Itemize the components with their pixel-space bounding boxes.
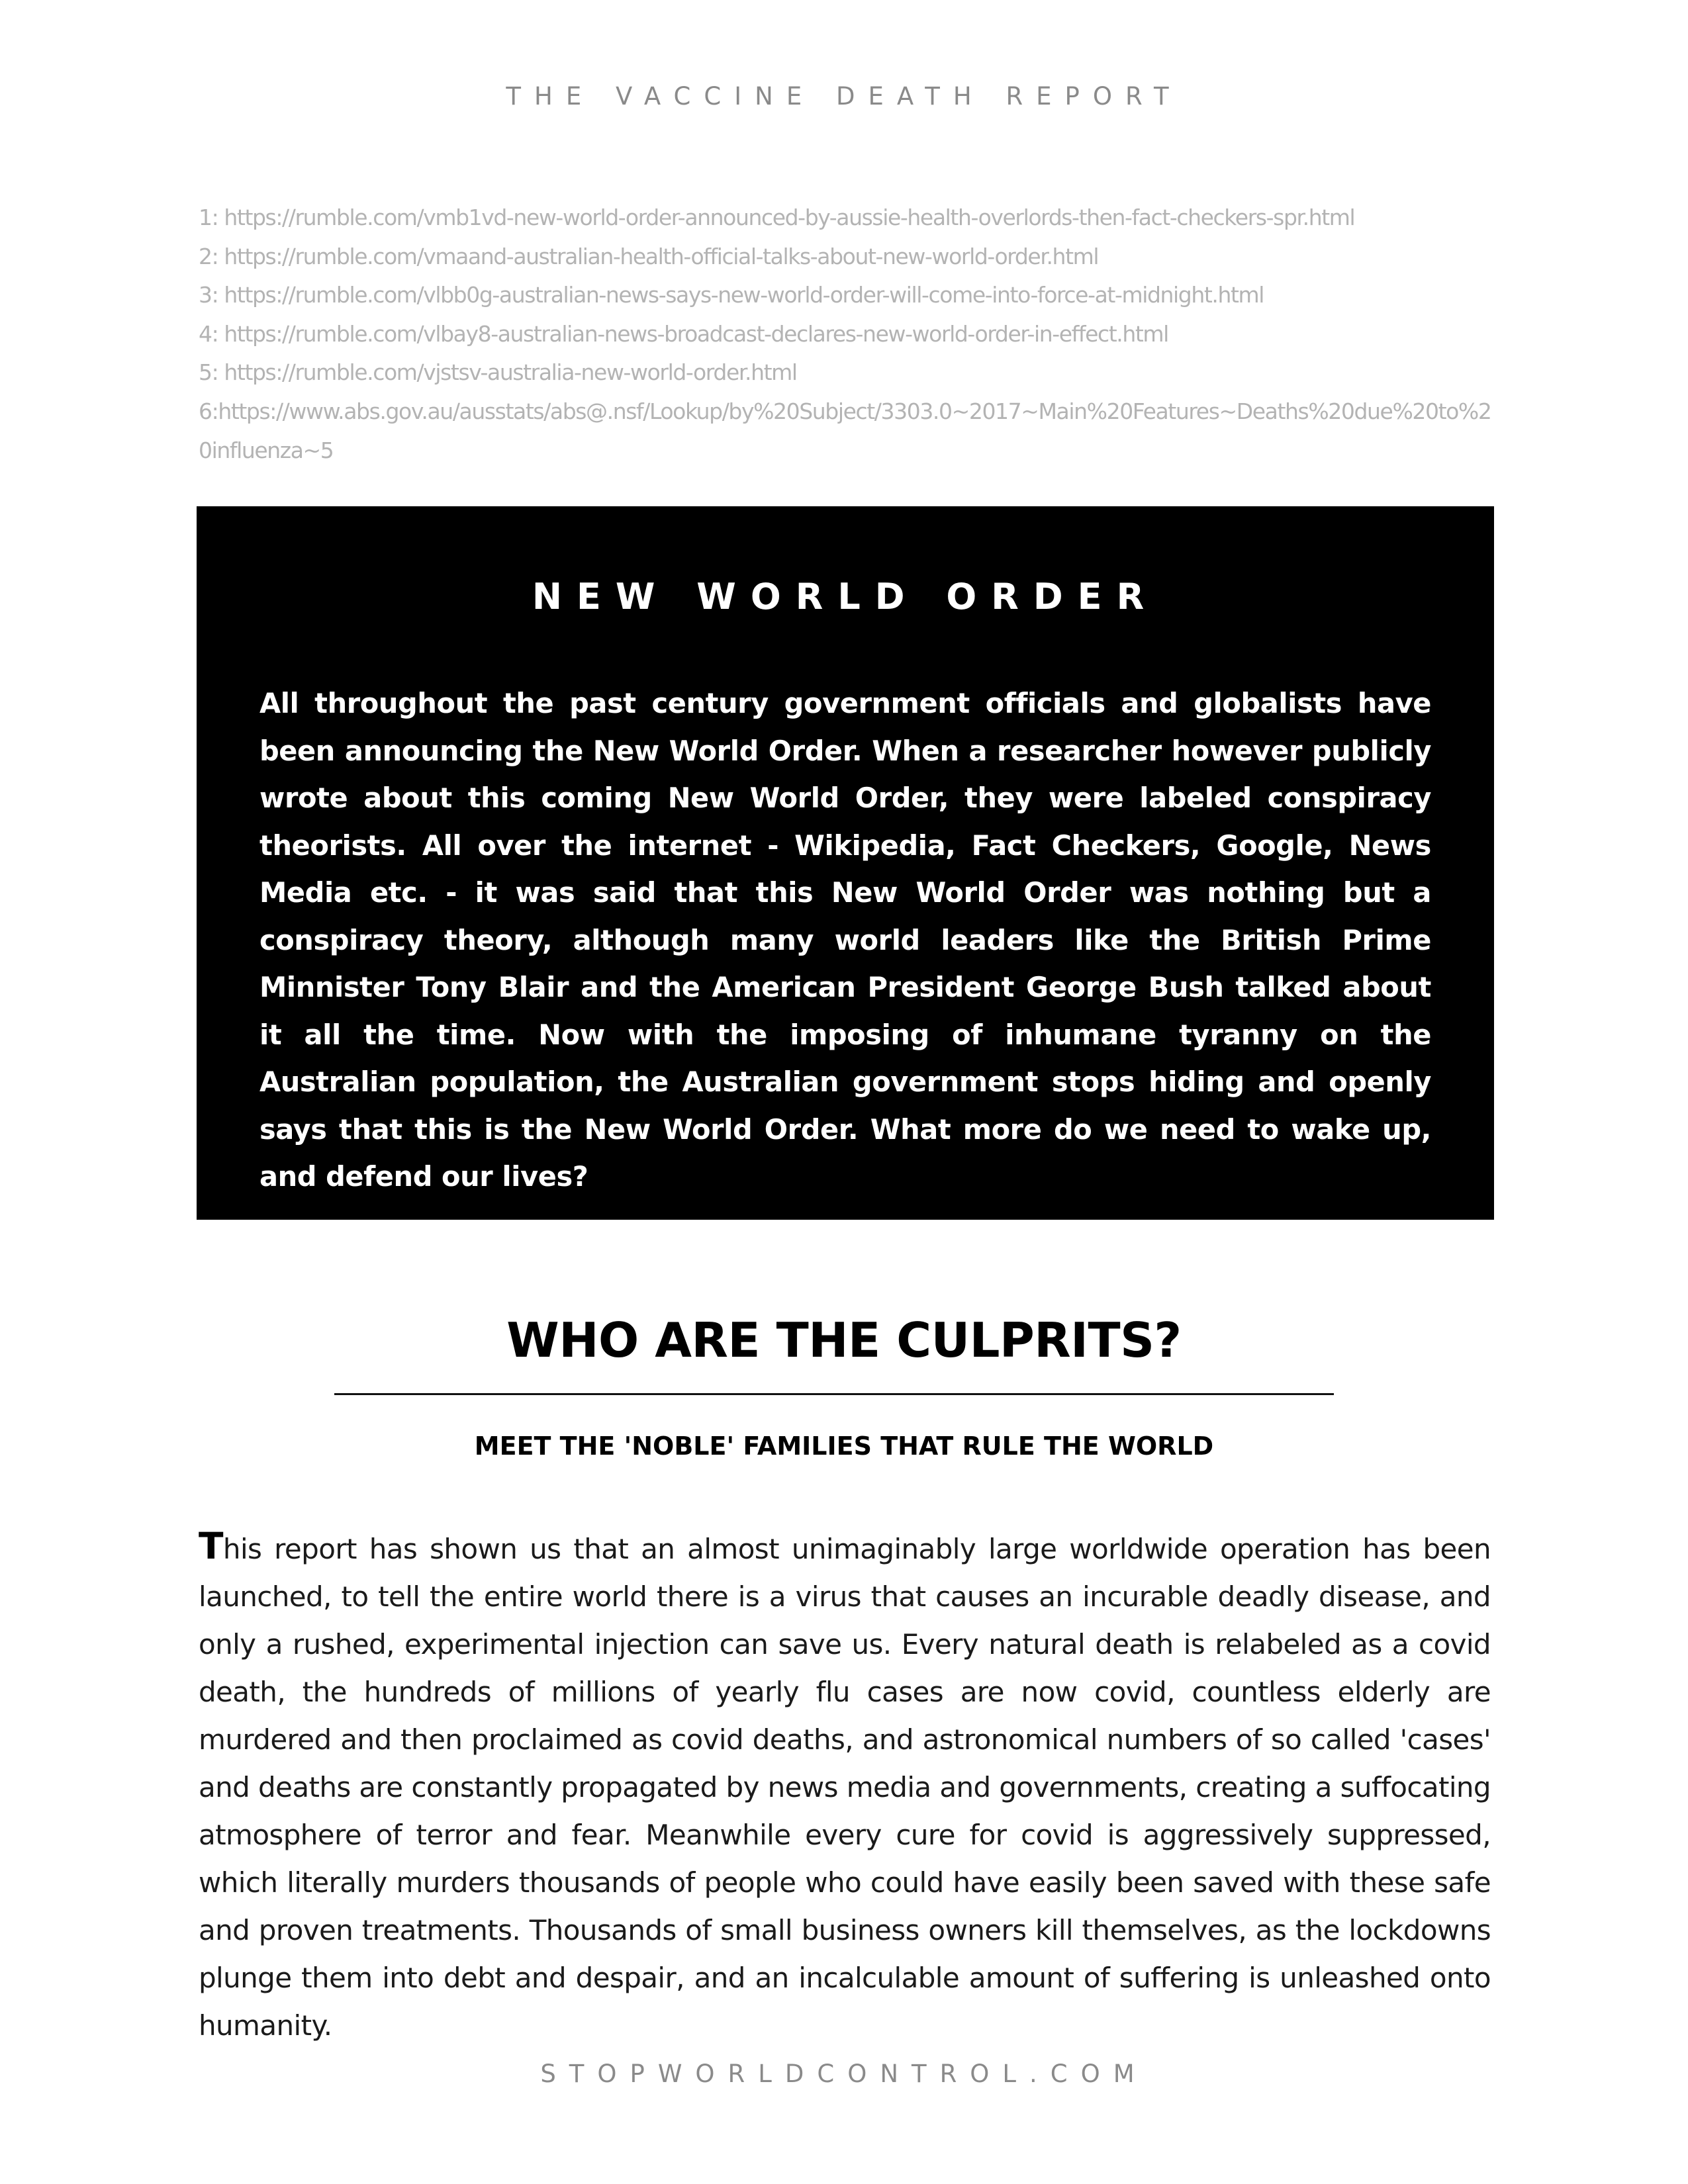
section-title: WHO ARE THE CULPRITS? [506,1312,1182,1368]
footnote-1[interactable]: 1: https://rumble.com/vmb1vd-new-world-order-announced-by-aussie-health-overlords-then-fact-checkers-spr.html [199,205,1355,230]
footnote-4[interactable]: 4: https://rumble.com/vlbay8-australian-news-broadcast-declares-new-world-order-in-effect.html [199,320,1168,347]
callout-title: NEW WORLD ORDER [532,576,1159,617]
footnote-3[interactable]: 3: https://rumble.com/vlbb0g-australian-news-says-new-world-order-will-come-into-force-at-midnight.html [199,282,1264,308]
body-paragraph [199,1522,1491,2050]
new-world-order-callout [197,506,1494,1220]
title-divider [334,1393,1334,1395]
footnote-6[interactable]: 6:https://www.abs.gov.au/ausstats/abs@.nsf/Lookup/by%20Subject/3303.0~2017~Main%20Features~Deaths%20due%20to%20influenza~5 [199,398,1491,463]
footnote-5[interactable]: 5: https://rumble.com/vjstsv-australia-new-world-order.html [199,359,797,386]
running-header: THE VACCINE DEATH REPORT [506,82,1182,111]
footnote-list [199,199,1496,470]
section-subtitle: MEET THE 'NOBLE' FAMILIES THAT RULE THE WORLD [474,1432,1214,1461]
dropcap-letter: T [199,1525,223,1567]
running-footer: STOPWORLDCONTROL.COM [540,2060,1148,2088]
footnote-2[interactable]: 2: https://rumble.com/vmaand-australian-health-official-talks-about-new-world-order.html [199,243,1099,269]
body-paragraph-text: his report has shown us that an almost unimaginably large worldwide operation has been launched, to tell the entire world there is a virus that causes an incurable deadly disease, and only a rushed, experimental injection can save us. Every natural death is relabeled as a covid death, the hundreds of millions of yearly flu cases are now covid, countless elderly are murdered and then proclaimed as covid deaths, and astronomical numbers of so called 'cases' and deaths are constantly propagated by news media and governments, creating a suffocating atmosphere of terror and fear. Meanwhile every cure for covid is aggressively suppressed, which literally murders thousands of people who could have easily been saved with these safe and proven treatments. Thousands of small business owners kill themselves, as the lockdowns plunge them into debt and despair, and an incalculable amount of suffering is unleashed onto humanity. [199,1533,1491,2042]
callout-body: All throughout the past century government officials and globalists have been announcing the New World Order. When a researcher however publicly wrote about this coming New World Order, they were labeled conspiracy theorists. All over the internet - Wikipedia, Fact Checkers, Google, News Media etc. - it was said that this New World Order was nothing but a conspiracy theory, although many world leaders like the British Prime Minnister Tony Blair and the American President George Bush talked about it all the time. Now with the imposing of inhumane tyranny on the Australian population, the Australian government stops hiding and openly says that this is the New World Order. What more do we need to wake up, and defend our lives? [259,687,1431,1193]
